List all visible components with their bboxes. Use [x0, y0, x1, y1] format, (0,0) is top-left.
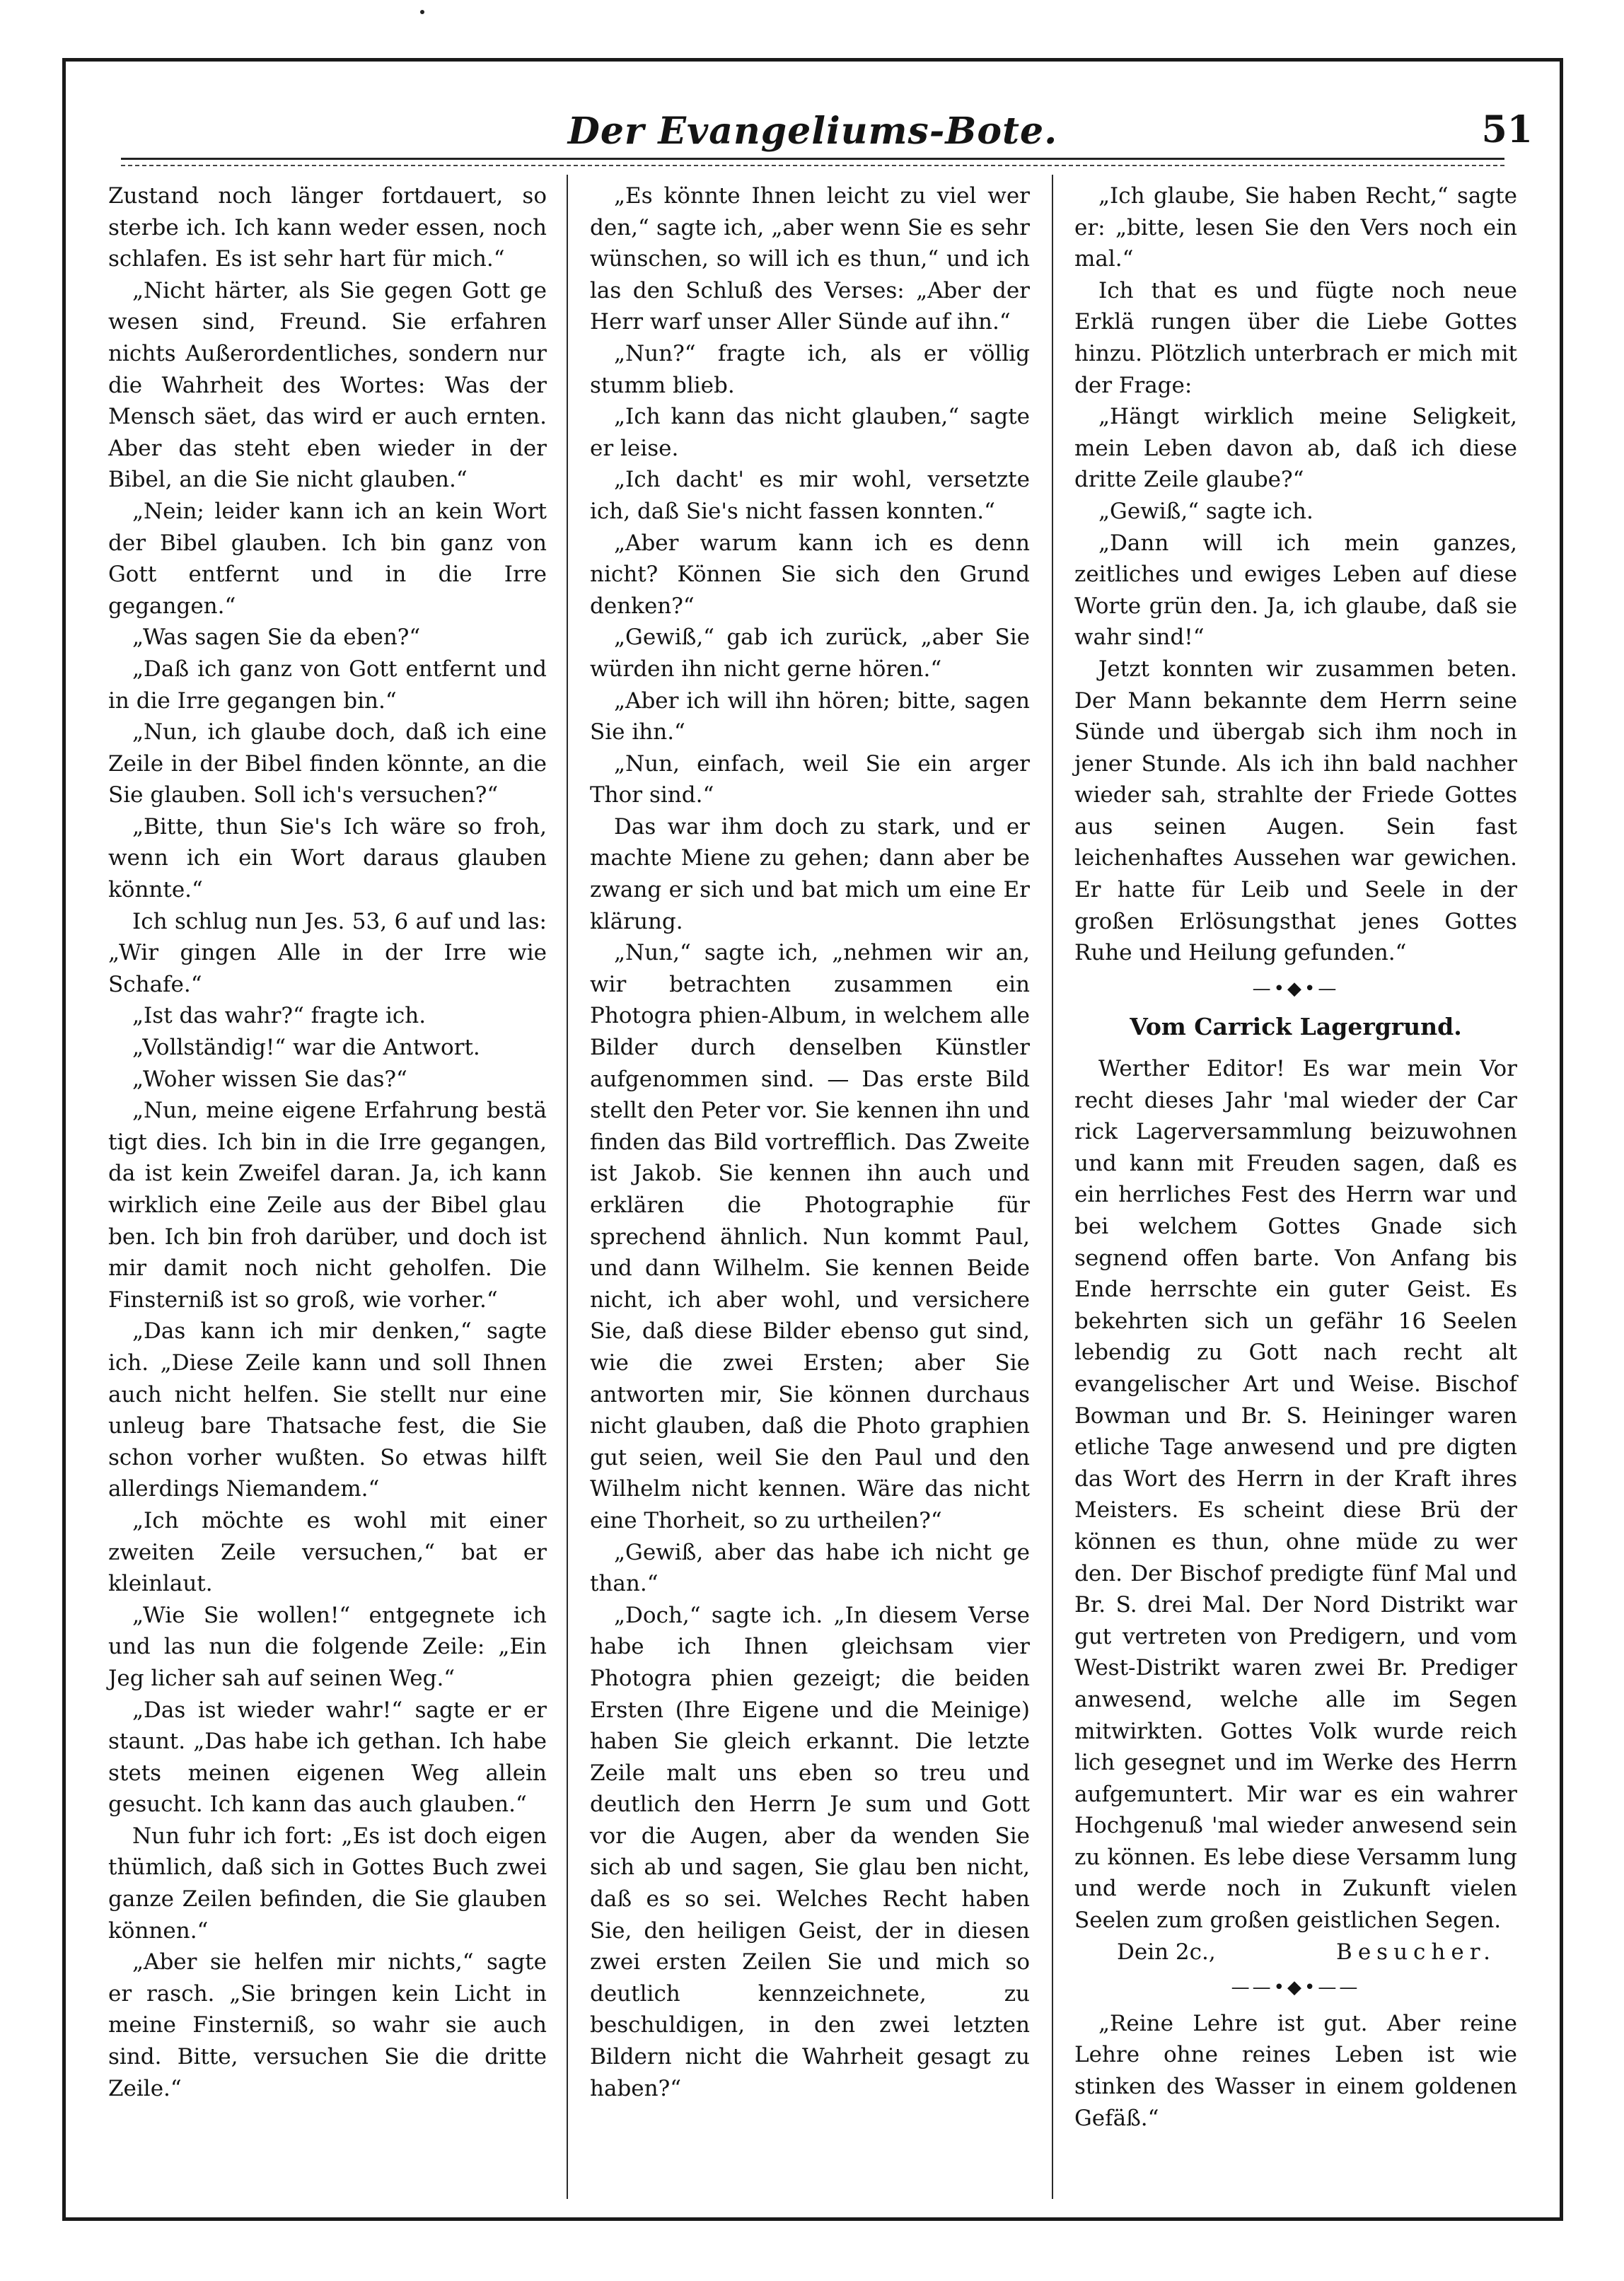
paragraph: „Nun,“ sagte ich, „nehmen wir an, wir betrachten zusammen ein Photogra phien-Album, in welchem alle Bilder durch denselben Künstler aufgenommen sind. — Das erste Bild stellt den Peter vor. Sie kennen ihn und finden das Bild vortrefflich. Das Zweite ist Jakob. Sie kennen ihn auch und erklären die Photographie für sprechend ähnlich. Nun kommt Paul, und dann Wilhelm. Sie kennen Beide nicht, ich aber wohl, und versichere Sie, daß diese Bilder ebenso gut sind, wie die zwei Ersten; aber Sie antworten mir, Sie können durchaus nicht glauben, daß die Photo graphien gut seien, weil Sie den Paul und den Wilhelm nicht kennen. Wäre das nicht eine Thorheit, so zu urtheilen?“ — [590, 940, 1030, 1533]
paragraph: „Ich möchte es wohl mit einer zweiten Zeile versuchen,“ bat er kleinlaut. — [108, 1507, 547, 1597]
masthead — [66, 62, 1560, 152]
column-divider — [567, 175, 568, 2199]
paragraph: „Aber ich will ihn hören; bitte, sagen Sie ihn.“ — [590, 687, 1030, 745]
paragraph: „Das kann ich mir denken,“ sagte ich. „Diese Zeile kann und soll Ihnen auch nicht helfen. Sie stellt nur eine unleug bare Thatsache fest, die Sie schon vorher wußten. So etwas hilft allerdings Niemandem.“ — [108, 1318, 547, 1502]
paragraph: „Nun, meine eigene Erfahrung bestä tigt dies. Ich bin in die Irre gegangen, da ist kein Zweifel daran. Ja, ich kann wirklich eine Zeile aus der Bibel glau ben. Ich bin froh darüber, und doch ist mir damit noch nicht geholfen. Die Finsterniß ist so groß, wie vorher.“ — [108, 1098, 547, 1313]
paragraph: „Dann will ich mein ganzes, zeitliches und ewiges Leben auf diese Worte grün den. Ja, ich glaube, daß sie wahr sind!“ — [1074, 530, 1517, 651]
paragraph: „Nein; leider kann ich an kein Wort der Bibel glauben. Ich bin ganz von Gott entfernt und in die Irre gegangen.“ — [108, 498, 547, 619]
page-number: 51 — [1481, 108, 1533, 151]
paragraph: Nun fuhr ich fort: „Es ist doch eigen thümlich, daß sich in Gottes Buch zwei ganze Zeilen befinden, die Sie glauben können.“ — [108, 1823, 547, 1944]
paragraph: „Aber warum kann ich es denn nicht? Können Sie sich den Grund denken?“ — [590, 530, 1030, 619]
signature-line — [1074, 1937, 1517, 1968]
paragraph: Werther Editor! Es war mein Vor recht dieses Jahr 'mal wieder der Car rick Lagerversammlung beizuwohnen und kann mit Freuden sagen, daß es ein herrliches Fest des Herrn war und bei welchem Gottes Gnade sich segnend offen barte. Von Anfang bis Ende herrschte ein guter Geist. Es bekehrten sich un gefähr 16 Seelen lebendig zu Gott nach recht alt evangelischer Art und Weise. Bischof Bowman und Br. S. Heininger waren etliche Tage anwesend und pre digten das Wort des Herrn in der Kraft ihres Meisters. Es scheint diese Brü der können es thun, ohne müde zu wer den. Der Bischof predigte fünf Mal und Br. S. drei Mal. Der Nord Distrikt war gut vertreten von Predigern, und vom West-Distrikt waren zwei Br. Prediger anwesend, welche alle im Segen mitwirkten. Gottes Volk wurde reich lich gesegnet und im Werke des Herrn aufgemuntert. Mir war es ein wahrer Hochgenuß 'mal wieder anwesend sein zu können. Es lebe diese Versamm lung und werde noch in Zukunft vielen Seelen zum großen geistlichen Segen. — [1074, 1056, 1517, 1934]
paragraph: „Das ist wieder wahr!“ sagte er er staunt. „Das habe ich gethan. Ich habe stets meinen eigenen Weg allein gesucht. Ich kann das auch glauben.“ — [108, 1697, 547, 1818]
column-1 — [108, 180, 547, 2104]
header-rule — [121, 158, 1504, 160]
paragraph: „Gewiß, aber das habe ich nicht ge than.“ — [590, 1539, 1030, 1597]
paragraph: „Wie Sie wollen!“ entgegnete ich und las nun die folgende Zeile: „Ein Jeg licher sah auf seinen Weg.“ — [108, 1602, 547, 1691]
paragraph: „Nun, einfach, weil Sie ein arger Thor sind.“ — [590, 750, 1030, 808]
paragraph: „Woher wissen Sie das?“ — [132, 1066, 407, 1092]
column-divider — [1052, 175, 1053, 2199]
paragraph: „Ist das wahr?“ fragte ich. — [132, 1003, 427, 1029]
ornament-divider: —•◆•— — [1252, 977, 1340, 999]
ornament-divider: ——•◆•—— — [1231, 1977, 1361, 1999]
paragraph: „Es könnte Ihnen leicht zu viel wer den,“ sagte ich, „aber wenn Sie es sehr wünschen, so will ich es thun,“ und ich las den Schluß des Verses: „Aber der Herr warf unser Aller Sünde auf ihn.“ — [590, 183, 1030, 335]
paragraph: „Nicht härter, als Sie gegen Gott ge wesen sind, Freund. Sie erfahren nichts Außerordentliches, sondern nur die Wahrheit des Wortes: Was der Mensch säet, das wird er auch ernten. Aber das steht eben wieder in der Bibel, an die Sie nicht glauben.“ — [108, 277, 547, 493]
header-rule-dashed — [121, 165, 1504, 166]
section-heading: Vom Carrick Lagergrund. — [1130, 1013, 1462, 1041]
paragraph: Ich schlug nun Jes. 53, 6 auf und las: „Wir gingen Alle in der Irre wie Schafe.“ — [108, 908, 547, 997]
paragraph: „Aber sie helfen mir nichts,“ sagte er rasch. „Sie bringen kein Licht in meine Finsterniß, so wahr sie auch sind. Bitte, versuchen Sie die dritte Zeile.“ — [108, 1949, 547, 2101]
paragraph: Das war ihm doch zu stark, und er machte Miene zu gehen; dann aber be zwang er sich und bat mich um eine Er klärung. — [590, 813, 1030, 934]
paragraph: „Doch,“ sagte ich. „In diesem Verse habe ich Ihnen gleichsam vier Photogra phien gezeigt; die beiden Ersten (Ihre Eigene und die Meinige) haben Sie gleich erkannt. Die letzte Zeile malt uns eben so treu und deutlich den Herrn Je sum und Gott vor die Augen, aber da wenden Sie sich ab und sagen, Sie glau ben nicht, daß es so sei. Welches Recht haben Sie, den heiligen Geist, der in diesen zwei ersten Zeilen Sie und mich so deutlich kennzeichnete, zu beschuldigen, in den zwei letzten Bildern nicht die Wahrheit gesagt zu haben?“ — [590, 1602, 1030, 2101]
paragraph: Jetzt konnten wir zusammen beten. Der Mann bekannte dem Herrn seine Sünde und übergab sich ihm noch in jener Stunde. Als ich ihn bald nachher wieder sah, strahlte der Friede Gottes aus seinen Augen. Sein fast leichenhaftes Aussehen war gewichen. Er hatte für Leib und Seele in der großen Erlösungsthat jenes Gottes Ruhe und Heilung gefunden.“ — [1074, 656, 1517, 966]
column-3 — [1074, 180, 1517, 2134]
page-frame — [62, 58, 1563, 2221]
paragraph: „Nun, ich glaube doch, daß ich eine Zeile in der Bibel finden könnte, an die Sie glauben. Soll ich's versuchen?“ — [108, 719, 547, 808]
paragraph: „Vollständig!“ war die Antwort. — [132, 1035, 480, 1061]
paragraph: „Nun?“ fragte ich, als er völlig stumm blieb. — [590, 340, 1030, 398]
paragraph: „Gewiß,“ sagte ich. — [1098, 498, 1313, 524]
signature-name: Besucher. — [1336, 1939, 1496, 1965]
column-2 — [590, 180, 1030, 2104]
paragraph: „Daß ich ganz von Gott entfernt und in die Irre gegangen bin.“ — [108, 656, 547, 714]
print-speck — [420, 10, 424, 14]
paragraph: „Gewiß,“ gab ich zurück, „aber Sie würden ihn nicht gerne hören.“ — [590, 625, 1030, 682]
paragraph: Zustand noch länger fortdauert, so sterbe ich. Ich kann weder essen, noch schlafen. Es ist sehr hart für mich.“ — [108, 183, 547, 272]
signature-salutation: Dein 2c., — [1117, 1939, 1216, 1965]
closing-quote: „Reine Lehre ist gut. Aber reine Lehre ohne reines Leben ist wie stinken des Wasser in einem goldenen Gefäß.“ — [1074, 2010, 1517, 2131]
paragraph: „Bitte, thun Sie's Ich wäre so froh, wenn ich ein Wort daraus glauben könnte.“ — [108, 813, 547, 903]
paragraph: Ich that es und fügte noch neue Erklä rungen über die Liebe Gottes hinzu. Plötzlich unterbrach er mich mit der Frage: — [1074, 277, 1517, 398]
paragraph: „Hängt wirklich meine Seligkeit, mein Leben davon ab, daß ich diese dritte Zeile glaube?“ — [1074, 404, 1517, 493]
page-title: Der Evangeliums-Bote. — [567, 110, 1058, 153]
paragraph: „Ich kann das nicht glauben,“ sagte er leise. — [590, 404, 1030, 461]
paragraph: „Ich dacht' es mir wohl, versetzte ich, daß Sie's nicht fassen konnten.“ — [590, 467, 1030, 524]
paragraph: „Was sagen Sie da eben?“ — [132, 625, 421, 651]
paragraph: „Ich glaube, Sie haben Recht,“ sagte er: „bitte, lesen Sie den Vers noch ein mal.“ — [1074, 183, 1517, 272]
